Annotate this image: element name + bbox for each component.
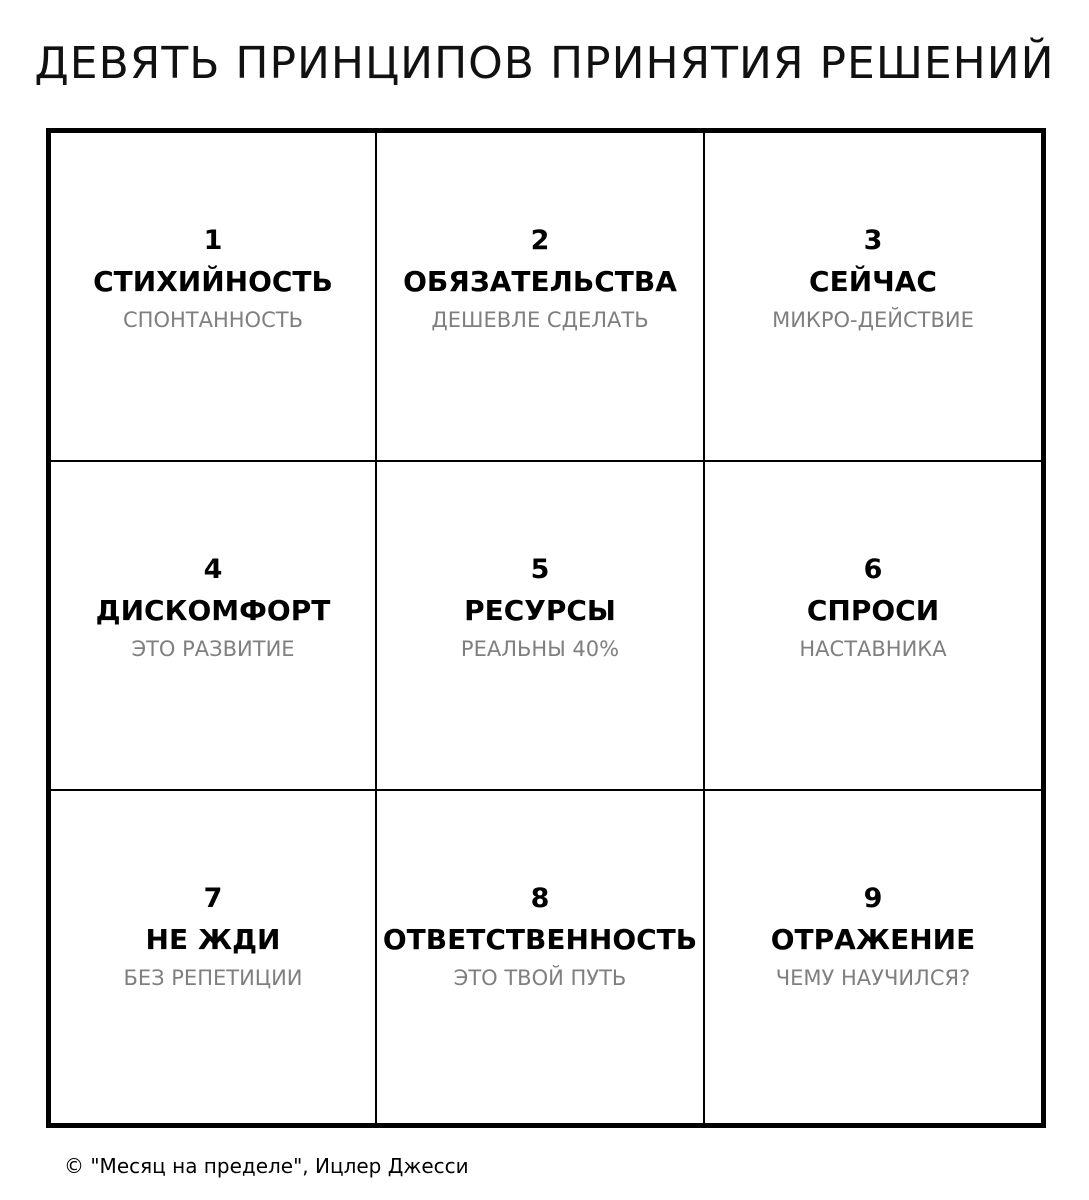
- principle-cell: [377, 133, 705, 462]
- principle-cell: [705, 791, 1041, 1123]
- principle-number: 9: [863, 883, 883, 914]
- principle-name: СПРОСИ: [806, 594, 940, 627]
- principle-subtitle: МИКРО-ДЕЙСТВИЕ: [772, 308, 974, 332]
- principle-name: НЕ ЖДИ: [145, 923, 281, 956]
- principle-number: 3: [863, 225, 883, 256]
- principle-subtitle: ЭТО РАЗВИТИЕ: [131, 637, 295, 661]
- principle-cell: [377, 462, 705, 791]
- principle-cell: [51, 133, 377, 462]
- principle-subtitle: БЕЗ РЕПЕТИЦИИ: [123, 966, 303, 990]
- principle-subtitle: РЕАЛЬНЫ 40%: [460, 637, 620, 661]
- principle-number: 1: [203, 225, 223, 256]
- principle-cell: [377, 791, 705, 1123]
- principle-number: 2: [530, 225, 550, 256]
- principle-subtitle: СПОНТАННОСТЬ: [123, 308, 303, 332]
- principle-cell: [705, 133, 1041, 462]
- principle-subtitle: ЭТО ТВОЙ ПУТЬ: [453, 966, 627, 990]
- principle-number: 6: [863, 554, 883, 585]
- principle-number: 8: [530, 883, 550, 914]
- principle-name: СЕЙЧАС: [809, 265, 937, 298]
- principle-cell: [705, 462, 1041, 791]
- principle-name: ОТВЕТСТВЕННОСТЬ: [382, 923, 698, 956]
- principle-name: ОТРАЖЕНИЕ: [770, 923, 976, 956]
- principle-subtitle: ДЕШЕВЛЕ СДЕЛАТЬ: [431, 308, 649, 332]
- principle-number: 7: [203, 883, 223, 914]
- principle-subtitle: ЧЕМУ НАУЧИЛСЯ?: [775, 966, 971, 990]
- copyright-note: © "Месяц на пределе", Ицлер Джесси: [64, 1154, 469, 1178]
- principle-cell: [51, 791, 377, 1123]
- principle-cell: [51, 462, 377, 791]
- page-title: ДЕВЯТЬ ПРИНЦИПОВ ПРИНЯТИЯ РЕШЕНИЙ: [34, 38, 1055, 89]
- principle-name: РЕСУРСЫ: [464, 594, 616, 627]
- principle-number: 4: [203, 554, 223, 585]
- principle-name: ДИСКОМФОРТ: [95, 594, 331, 627]
- principles-grid: [46, 128, 1046, 1128]
- principle-subtitle: НАСТАВНИКА: [799, 637, 947, 661]
- principle-name: СТИХИЙНОСТЬ: [93, 265, 333, 298]
- principle-number: 5: [530, 554, 550, 585]
- principle-name: ОБЯЗАТЕЛЬСТВА: [403, 265, 677, 298]
